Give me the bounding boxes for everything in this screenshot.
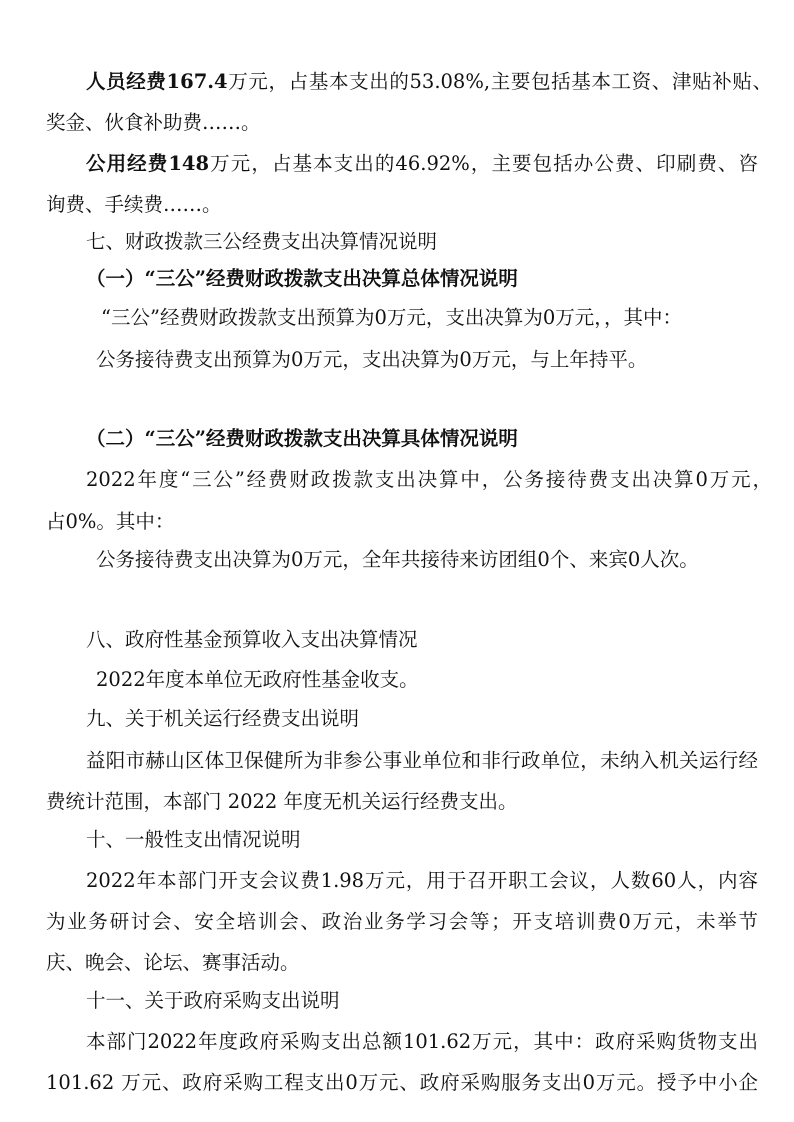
section-7-2-text-a2: 占0%。其中： [46, 510, 175, 533]
section-7-2-text-b: 公务接待费支出决算为0万元，全年共接待来访团组0个、来宾0人次。 [96, 548, 699, 571]
section-11-text-1: 本部门2022年度政府采购支出总额101.62万元，其中：政府采购货物支出 [86, 1030, 758, 1053]
personnel-expense-lead: 人员经费167.4 [86, 70, 228, 93]
section-11-text-2: 101.62 万元、政府采购工程支出0万元、政府采购服务支出0万元。授予中小企 [46, 1071, 758, 1094]
section-11-heading: 十一、关于政府采购支出说明 [86, 989, 340, 1012]
section-7-heading: 七、财政拨款三公经费支出决算情况说明 [86, 230, 438, 253]
public-expense-line-1 [86, 151, 758, 177]
section-10-text-1: 2022年本部门开支会议费1.98万元，用于召开职工会议，人数60人，内容 [86, 869, 758, 892]
section-10-heading: 十、一般性支出情况说明 [86, 828, 301, 851]
section-9-text-1: 益阳市赫山区体卫保健所为非参公事业单位和非行政单位，未纳入机关运行经 [86, 749, 758, 772]
section-7-2-text-a1: 2022年度“三公”经费财政拨款支出决算中，公务接待费支出决算0万元， [86, 468, 772, 491]
section-9-heading: 九、关于机关运行经费支出说明 [86, 707, 360, 730]
personnel-expense-line-2: 奖金、伙食补助费……。 [46, 111, 261, 134]
section-7-2-heading: （二）“三公”经费财政拨款支出决算具体情况说明 [86, 427, 518, 450]
section-10-text-2: 为业务研讨会、安全培训会、政治业务学习会等；开支培训费0万元，未举节 [46, 910, 758, 933]
personnel-expense-text: 万元，占基本支出的53.08%,主要包括基本工资、津贴补贴、 [227, 70, 772, 93]
section-10-text-3: 庆、晚会、论坛、赛事活动。 [46, 951, 300, 974]
public-expense-lead: 公用经费148 [86, 152, 210, 175]
section-8-text: 2022年度本单位无政府性基金收支。 [96, 668, 419, 691]
section-7-1-heading: （一）“三公”经费财政拨款支出决算总体情况说明 [86, 267, 518, 290]
section-7-1-text-b: 公务接待费支出预算为0万元，支出决算为0万元，与上年持平。 [96, 348, 648, 371]
public-expense-text: 万元，占基本支出的46.92%，主要包括办公费、印刷费、咨 [209, 152, 758, 175]
public-expense-line-2: 询费、手续费……。 [46, 193, 222, 216]
section-8-heading: 八、政府性基金预算收入支出决算情况 [86, 628, 418, 651]
section-7-1-text-a: “三公”经费财政拨款支出预算为0万元，支出决算为0万元，，其中： [101, 306, 683, 329]
section-9-text-2: 费统计范围，本部门 2022 年度无机关运行经费支出。 [46, 790, 518, 813]
personnel-expense-line-1 [86, 69, 772, 95]
